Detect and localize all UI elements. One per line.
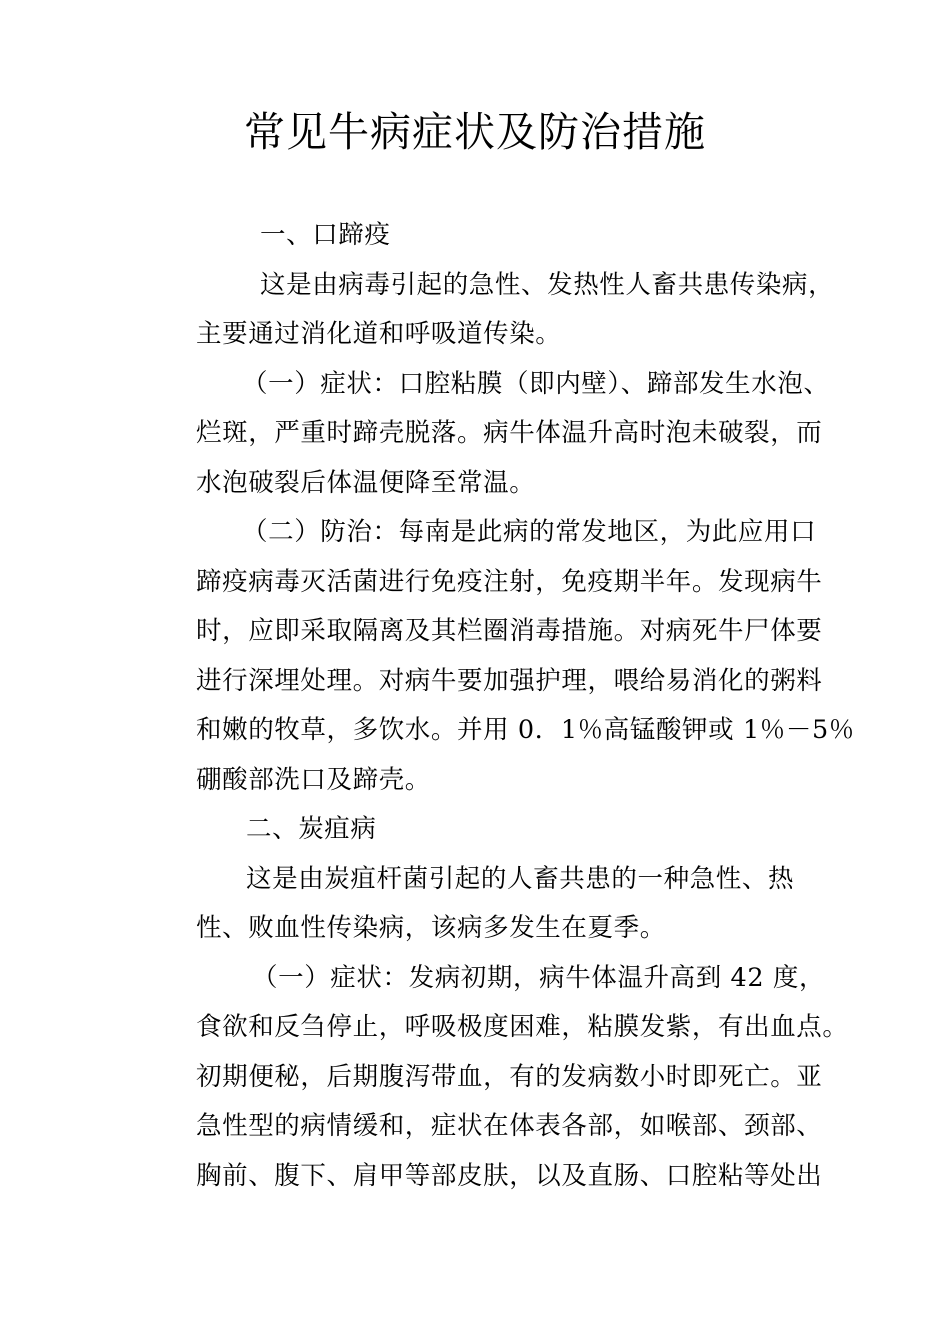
paragraph-line: 时，应即采取隔离及其栏圈消毒措施。对病死牛尸体要 bbox=[196, 616, 823, 646]
paragraph-line: 这是由病毒引起的急性、发热性人畜共患传染病， bbox=[260, 269, 835, 300]
document-title: 常见牛病症状及防治措施 bbox=[244, 108, 706, 156]
section-heading-anthrax: 二、炭疽病 bbox=[246, 814, 377, 844]
paragraph-line: 这是由炭疽杆菌引起的人畜共患的一种急性、热 bbox=[246, 863, 795, 894]
paragraph-line: 蹄疫病毒灭活菌进行免疫注射，免疫期半年。发现病牛 bbox=[196, 566, 823, 597]
paragraph-line: 初期便秘，后期腹泻带血，有的发病数小时即死亡。亚 bbox=[196, 1061, 823, 1092]
paragraph-line: 食欲和反刍停止，呼吸极度困难，粘膜发紫，有出血点。 bbox=[196, 1012, 849, 1042]
paragraph-line: 进行深埋处理。对病牛要加强护理，喂给易消化的粥料 bbox=[196, 665, 823, 696]
paragraph-line: 性、败血性传染病，该病多发生在夏季。 bbox=[196, 913, 666, 943]
subheading-prevention-line: （二）防治：每南是此病的常发地区，为此应用口 bbox=[242, 517, 817, 547]
subheading-symptoms-line: （一）症状：发病初期，病牛体温升高到 42 度， bbox=[252, 962, 826, 993]
paragraph-line: 胸前、腹下、肩甲等部皮肤，以及直肠、口腔粘等处出 bbox=[196, 1160, 823, 1191]
paragraph-line: 主要通过消化道和呼吸道传染。 bbox=[196, 319, 562, 349]
paragraph-line: 水泡破裂后体温便降至常温。 bbox=[196, 467, 536, 498]
section-heading-foot-and-mouth: 一、口蹄疫 bbox=[260, 220, 391, 250]
paragraph-line: 烂斑，严重时蹄壳脱落。病牛体温升高时泡未破裂，而 bbox=[196, 418, 823, 448]
paragraph-line: 硼酸部洗口及蹄壳。 bbox=[196, 764, 431, 795]
paragraph-line: 和嫩的牧草，多饮水。并用 0．1％高锰酸钾或 1％－5％ bbox=[196, 715, 855, 745]
document-body bbox=[196, 211, 855, 1201]
paragraph-line: 急性型的病情缓和，症状在体表各部，如喉部、颈部、 bbox=[196, 1111, 823, 1141]
subheading-symptoms-line: （一）症状：口腔粘膜（即内壁）、蹄部发生水泡、 bbox=[242, 368, 830, 399]
